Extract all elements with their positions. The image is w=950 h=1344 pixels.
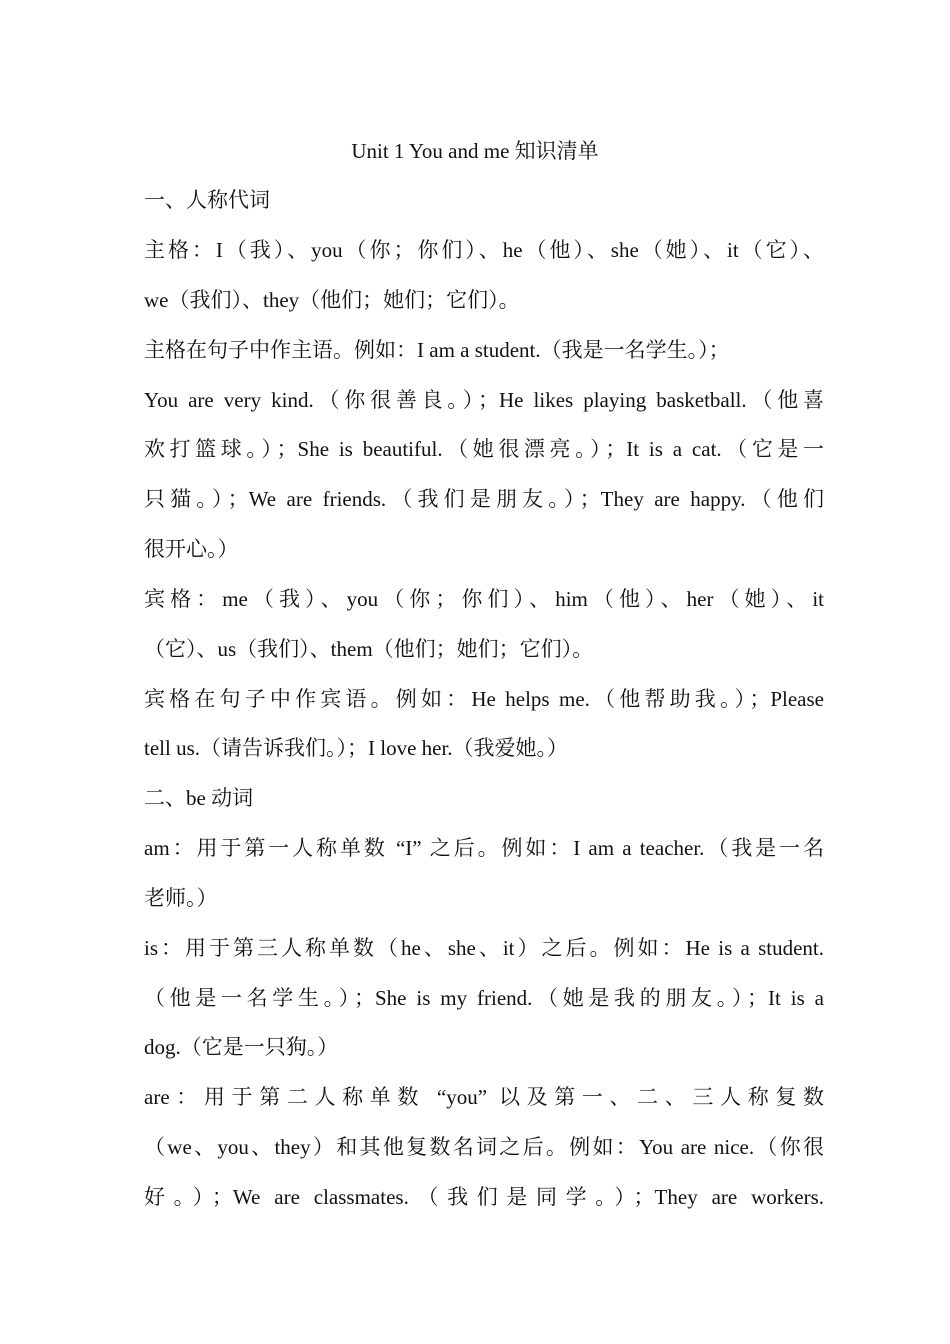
text-line: 很开心。） (144, 537, 239, 561)
text-line: 只猫。）；We are friends.（我们是朋友。）；They are happy.（他们 (144, 487, 824, 511)
text-line: 宾格：me（我）、you（你；你们）、him（他）、her（她）、it (144, 587, 824, 611)
text-line: 好。）；We are classmates.（我们是同学。）；They are workers. (144, 1185, 824, 1209)
text-line: 老师。） (144, 886, 218, 910)
text-line: dog.（它是一只狗。） (144, 1035, 339, 1059)
document-title: Unit 1 You and me 知识清单 (351, 139, 599, 163)
text-line: （他是一名学生。）；She is my friend.（她是我的朋友。）；It is a (144, 986, 824, 1010)
text-line: 宾格在句子中作宾语。例如：He helps me.（他帮助我。）；Please (144, 687, 824, 711)
section-heading-be-verbs: 二、be 动词 (144, 786, 254, 810)
text-line: are：用于第二人称单数 “you” 以及第一、二、三人称复数 (144, 1085, 824, 1109)
text-line: am：用于第一人称单数 “I” 之后。例如：I am a teacher.（我是一名 (144, 836, 824, 860)
text-line: we（我们）、they（他们；她们；它们）。 (144, 288, 520, 312)
text-line: （we、you、they）和其他复数名词之后。例如：You are nice.（你很 (144, 1135, 824, 1159)
text-line: 欢打篮球。）；She is beautiful.（她很漂亮。）；It is a cat.（它是一 (144, 437, 824, 461)
text-line: （它）、us（我们）、them（他们；她们；它们）。 (144, 637, 594, 661)
text-line: 主格：I（我）、you（你；你们）、he（他）、she（她）、it（它）、 (144, 238, 824, 262)
text-line: tell us.（请告诉我们。）；I love her.（我爱她。） (144, 736, 569, 760)
text-line: 主格在句子中作主语。例如：I am a student.（我是一名学生。）； (144, 338, 730, 362)
text-line: is：用于第三人称单数（he、she、it）之后。例如：He is a student. (144, 936, 824, 960)
text-line: You are very kind.（你很善良。）；He likes playing basketball.（他喜 (144, 388, 824, 412)
section-heading-pronouns: 一、人称代词 (144, 188, 270, 212)
